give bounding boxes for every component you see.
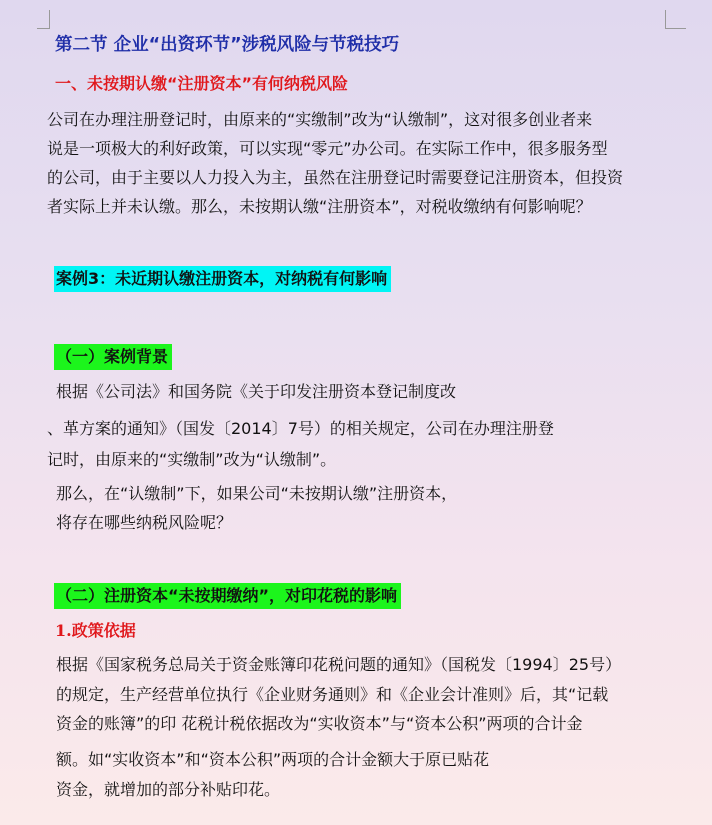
sub2-heading: （二）注册资本“未按期缴纳”，对印花税的影响 xyxy=(54,583,401,609)
sub1-line: 、革方案的通知》（国发〔2014〕7号）的相关规定，公司在办理注册登 xyxy=(47,419,554,438)
sub1-line: 记时，由原来的“实缴制”改为“认缴制”。 xyxy=(47,450,337,469)
section1-heading: 一、未按期认缴“注册资本”有何纳税风险 xyxy=(55,74,349,93)
page-corner-mark-left xyxy=(37,10,50,29)
policy-line: 资金的账簿”的印 花税计税依据改为“实收资本”与“资本公积”两项的合计金 xyxy=(56,714,583,733)
policy-line: 额。如“实收资本”和“资本公积”两项的合计金额大于原已贴花 xyxy=(56,750,490,769)
case-heading: 案例3：未近期认缴注册资本，对纳税有何影响 xyxy=(54,266,391,292)
section-title: 第二节 企业“出资环节”涉税风险与节税技巧 xyxy=(55,35,400,55)
policy-heading: 1.政策依据 xyxy=(55,621,136,640)
intro-line: 说是一项极大的利好政策，可以实现“零元”办公司。在实际工作中，很多服务型 xyxy=(47,139,608,158)
policy-line: 资金，就增加的部分补贴印花。 xyxy=(56,780,281,799)
policy-line: 的规定，生产经营单位执行《企业财务通则》和《企业会计准则》后，其“记载 xyxy=(56,685,609,704)
policy-line: 根据《国家税务总局关于资金账簿印花税问题的通知》（国税发〔1994〕25号） xyxy=(56,655,622,674)
intro-line: 者实际上并未认缴。那么，未按期认缴“注册资本”，对税收缴纳有何影响呢？ xyxy=(47,197,592,216)
sub1-heading: （一）案例背景 xyxy=(54,344,172,370)
intro-line: 公司在办理注册登记时，由原来的“实缴制”改为“认缴制”，这对很多创业者来 xyxy=(47,110,593,129)
sub1-line: 那么，在“认缴制”下，如果公司“未按期认缴”注册资本， xyxy=(56,484,458,503)
intro-line: 的公司，由于主要以人力投入为主，虽然在注册登记时需要登记注册资本，但投资 xyxy=(47,168,624,187)
page-corner-mark-right xyxy=(665,10,686,29)
sub1-line: 将存在哪些纳税风险呢？ xyxy=(56,513,233,532)
sub1-line: 根据《公司法》和国务院《关于印发注册资本登记制度改 xyxy=(56,382,457,401)
